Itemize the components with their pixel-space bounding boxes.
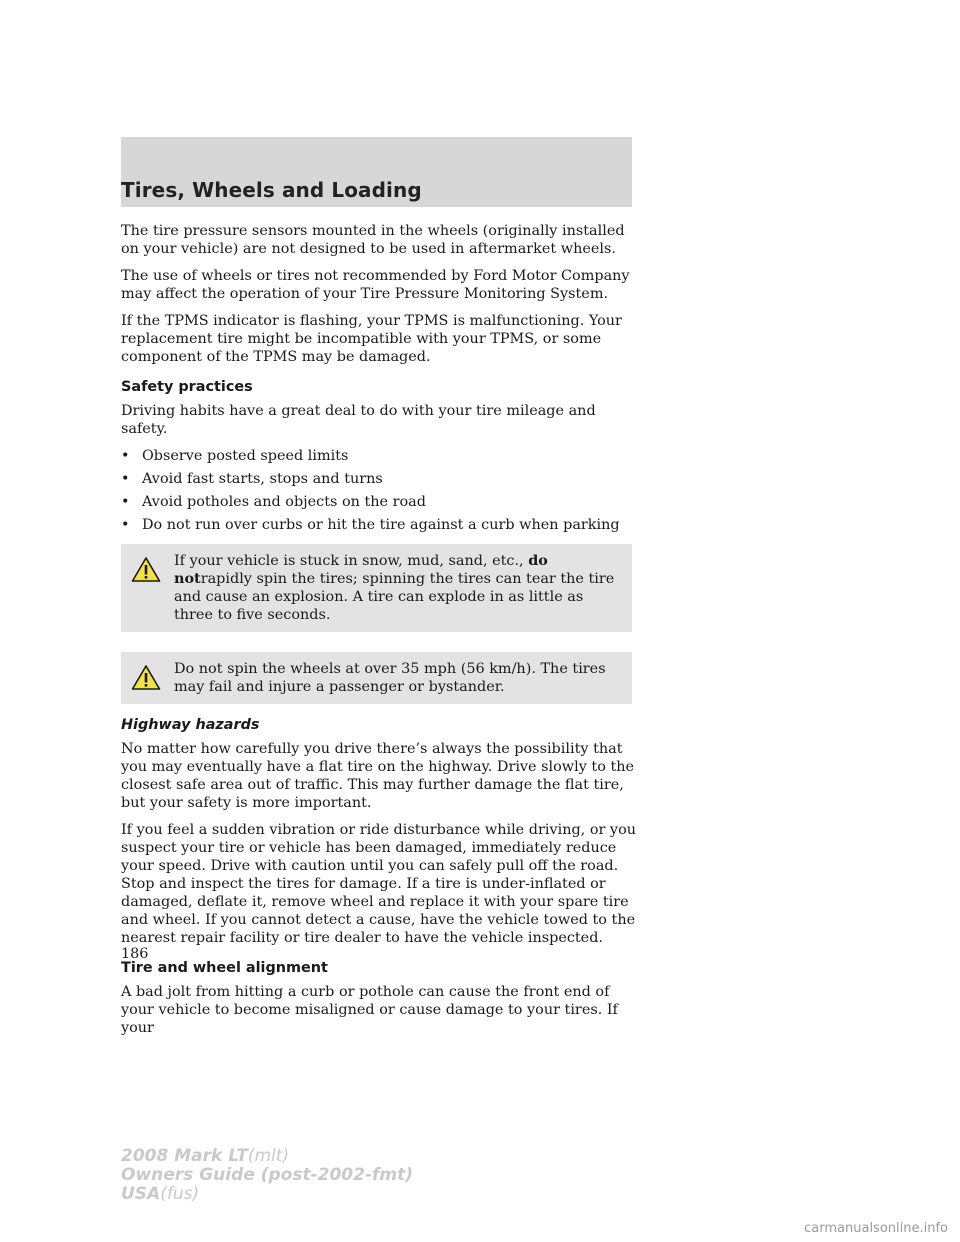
document-footer bbox=[121, 1147, 413, 1204]
paragraph-tpms-flashing: If the TPMS indicator is flashing, your TPMS is malfunctioning. Your replacement tire might be incompatible with your TPMS, or some component of the TPMS may be damaged. bbox=[121, 313, 622, 365]
list-item-text: Avoid fast starts, stops and turns bbox=[142, 471, 383, 487]
heading-tire-wheel-alignment: Tire and wheel alignment bbox=[121, 960, 328, 976]
footer-line-guide: Owners Guide (post-2002-fmt) bbox=[121, 1165, 414, 1185]
warning-text-part: rapidly spin the tires; spinning the tires can tear the tire and cause an explosion. A tire can explode in as little as three to five seconds. bbox=[174, 571, 615, 623]
page-number: 186 bbox=[121, 946, 149, 962]
safety-bullet-list bbox=[121, 447, 641, 534]
warning-triangle-icon bbox=[131, 556, 161, 583]
watermark: carmanualsonline.info bbox=[804, 1221, 948, 1236]
bullet-symbol: • bbox=[121, 448, 130, 464]
warning-text: Do not spin the wheels at over 35 mph (56 km/h). The tires may fail and injure a passenger or bystander. bbox=[174, 661, 606, 695]
list-item bbox=[121, 447, 641, 465]
warning-emphasis: do not bbox=[174, 552, 548, 587]
section-title: Tires, Wheels and Loading bbox=[121, 178, 422, 202]
warning-text-part: If your vehicle is stuck in snow, mud, sand, etc., bbox=[174, 553, 529, 569]
page-content bbox=[121, 222, 641, 1046]
footer-line-model bbox=[121, 1147, 413, 1166]
heading-highway-hazards: Highway hazards bbox=[121, 717, 260, 733]
list-item-text: Do not run over curbs or hit the tire against a curb when parking bbox=[142, 517, 620, 533]
list-item bbox=[121, 493, 641, 511]
list-item bbox=[121, 470, 641, 488]
bullet-symbol: • bbox=[121, 471, 130, 487]
warning-box-spin-wheels bbox=[121, 652, 632, 704]
paragraph-bad-jolt: A bad jolt from hitting a curb or pothole can cause the front end of your vehicle to become misaligned or cause damage to your tires. If your bbox=[121, 984, 618, 1036]
footer-market: USA bbox=[121, 1184, 161, 1204]
list-item-text: Avoid potholes and objects on the road bbox=[142, 494, 426, 510]
paragraph-vibration: If you feel a sudden vibration or ride disturbance while driving, or you suspect your tire or vehicle has been damaged, immediately reduce your speed. Drive with caution until you can safely pull off the road. Stop and inspect the tires for damage. If a tire is under-inflated or damaged, deflate it, remove wheel and replace it with your spare tire and wheel. If you cannot detect a cause, have the vehicle towed to the nearest repair facility or tire dealer to have the vehicle inspected. bbox=[121, 822, 636, 946]
warning-text bbox=[130, 552, 624, 624]
warning-box-stuck-vehicle bbox=[121, 544, 632, 632]
warning-triangle-icon bbox=[131, 664, 161, 691]
paragraph-flat-tire: No matter how carefully you drive there’s always the possibility that you may eventually have a flat tire on the highway. Drive slowly to the closest safe area out of traffic. This may further damage the flat tire, but your safety is more important. bbox=[121, 741, 635, 811]
paragraph-driving-habits: Driving habits have a great deal to do with your tire mileage and safety. bbox=[121, 403, 596, 437]
bullet-symbol: • bbox=[121, 494, 130, 510]
list-item bbox=[121, 516, 641, 534]
footer-market-code: (fus) bbox=[160, 1184, 200, 1204]
bullet-symbol: • bbox=[121, 517, 130, 533]
paragraph-wheels-not-recommended: The use of wheels or tires not recommended by Ford Motor Company may affect the operation of your Tire Pressure Monitoring System. bbox=[121, 268, 630, 302]
heading-safety-practices: Safety practices bbox=[121, 379, 253, 395]
paragraph-sensors: The tire pressure sensors mounted in the wheels (originally installed on your vehicle) are not designed to be used in aftermarket wheels. bbox=[121, 223, 625, 257]
list-item-text: Observe posted speed limits bbox=[142, 448, 349, 464]
footer-model: 2008 Mark LT bbox=[121, 1146, 248, 1166]
footer-model-code: (mlt) bbox=[247, 1146, 290, 1166]
footer-line-market bbox=[121, 1185, 413, 1204]
